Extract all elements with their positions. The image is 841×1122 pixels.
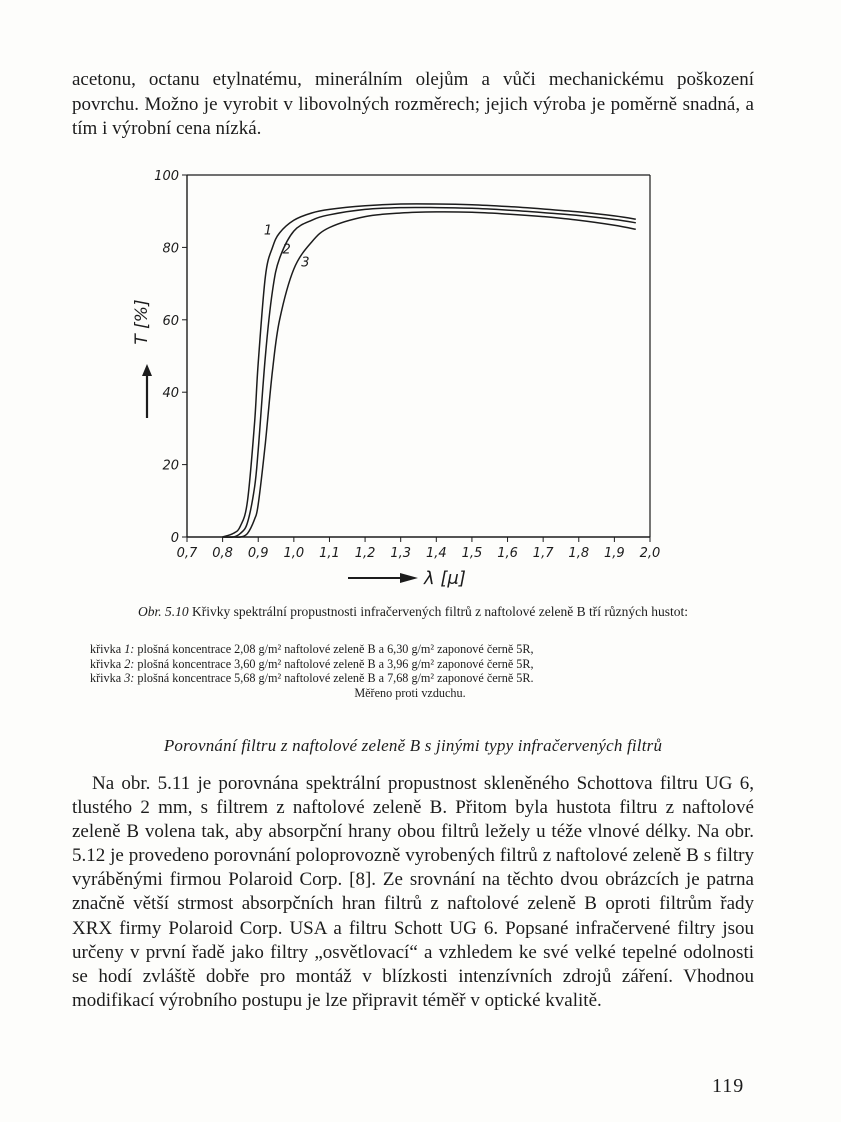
x-tick-label: 0,8 <box>212 546 233 561</box>
x-tick-label: 1,4 <box>425 546 447 561</box>
caption-curve-1 <box>90 642 730 657</box>
caption-curve-text: plošná koncentrace 5,68 g/m² naftolové zeleně B a 7,68 g/m² zaponové černě 5R. <box>137 671 534 685</box>
body-paragraph: Na obr. 5.11 je porovnána spektrální propustnost skleněného Schottova filtru UG 6, tlustého 2 mm, s filtrem z naftolové zeleně B. Přitom byla hustota filtru z naftolové zeleně B volena tak, aby absorpční hrany obou filtrů ležely u téže vlnové délky. Na obr. 5.12 je provedeno porovnání poloprovozně vyrobených filtrů z naftolové zeleně B s filtry vyráběnými firmou Polaroid Corp. [8]. Ze srovnání na těchto dvou obrázcích je patrna značně větší strmost absorpčních hran filtrů z naftolové zeleně B oproti filtrům řady XRX firmy Polaroid Corp. USA a filtru Schott UG 6. Popsané infračervené filtry jsou určeny v první řadě jako filtry „osvětlovací“ a vzhledem ke své velké tepelné odolnosti se hodí zvláště dobře pro montáž v blízkosti intenzívních zdrojů záření. Vhodnou modifikací výrobního postupu je lze připravit téměř v optické kvalitě. <box>72 773 754 1011</box>
series-curve-3 <box>223 212 636 537</box>
x-tick-label: 1,8 <box>568 546 590 561</box>
y-axis-ticks <box>154 169 187 546</box>
y-tick-label: 60 <box>162 313 179 329</box>
y-tick-label: 100 <box>154 169 179 184</box>
x-tick-label: 1,9 <box>604 546 625 561</box>
x-tick-label: 1,6 <box>497 546 518 561</box>
page-number: 119 <box>712 1075 745 1097</box>
caption-curve-number: 2: <box>124 656 135 671</box>
caption-curve-label: křivka <box>90 642 122 656</box>
figure-caption-title: Křivky spektrální propustnosti infračervených filtrů z naftolové zeleně B tří různých hustot: <box>192 604 688 619</box>
caption-curve-3 <box>90 671 730 686</box>
x-tick-label: 1,3 <box>390 546 412 561</box>
curve-label-2: 2 <box>282 242 291 258</box>
y-tick-label: 20 <box>162 458 179 474</box>
caption-curve-label: křivka <box>90 656 122 671</box>
y-tick-label: 80 <box>162 241 179 257</box>
x-tick-label: 1,2 <box>354 546 376 561</box>
caption-curve-text: plošná koncentrace 2,08 g/m² naftolové zeleně B a 6,30 g/m² zaponové černě 5R, <box>137 642 534 656</box>
x-tick-label: 1,1 <box>319 546 340 561</box>
caption-curve-2 <box>90 657 730 672</box>
figure-number: Obr. 5.10 <box>138 604 189 619</box>
x-tick-label: 2,0 <box>639 546 661 561</box>
curve-label-3: 3 <box>301 255 310 271</box>
caption-curve-label: křivka <box>90 671 122 685</box>
caption-curve-list <box>90 642 730 700</box>
x-tick-label: 0,9 <box>247 546 269 561</box>
x-axis-arrowhead-icon <box>400 573 418 583</box>
y-tick-label: 40 <box>162 386 179 402</box>
section-heading: Porovnání filtru z naftolové zeleně B s jinými typy infračervených filtrů <box>163 736 663 755</box>
x-tick-label: 1,7 <box>532 546 554 561</box>
curve-label-1: 1 <box>263 223 273 239</box>
x-tick-label: 0,7 <box>176 546 198 561</box>
figure-caption <box>72 603 754 621</box>
caption-curve-number: 3: <box>124 671 135 685</box>
y-axis-arrowhead-icon <box>142 364 152 376</box>
y-tick-label: 0 <box>170 531 179 546</box>
x-axis-ticks <box>177 537 661 561</box>
caption-curve-text: plošná koncentrace 3,60 g/m² naftolové zeleně B a 3,96 g/m² zaponové černě 5R, <box>137 656 534 671</box>
caption-curve-number: 1: <box>124 642 135 656</box>
curve-labels <box>264 224 310 271</box>
caption-note: Měřeno proti vzduchu. <box>354 685 466 700</box>
intro-paragraph: acetonu, octanu etylnatému, minerálním olejům a vůči mechanickému poškození povrchu. Možno je vyrobit v libovolných rozměrech; jejich výroba je poměrně snadná, a tím i výrobní cena nízká. <box>72 69 754 139</box>
x-tick-label: 1,5 <box>461 546 483 561</box>
x-tick-label: 1,0 <box>283 546 305 561</box>
x-axis-label: λ [μ] <box>424 568 466 589</box>
y-axis-label: T [%] <box>132 299 152 345</box>
